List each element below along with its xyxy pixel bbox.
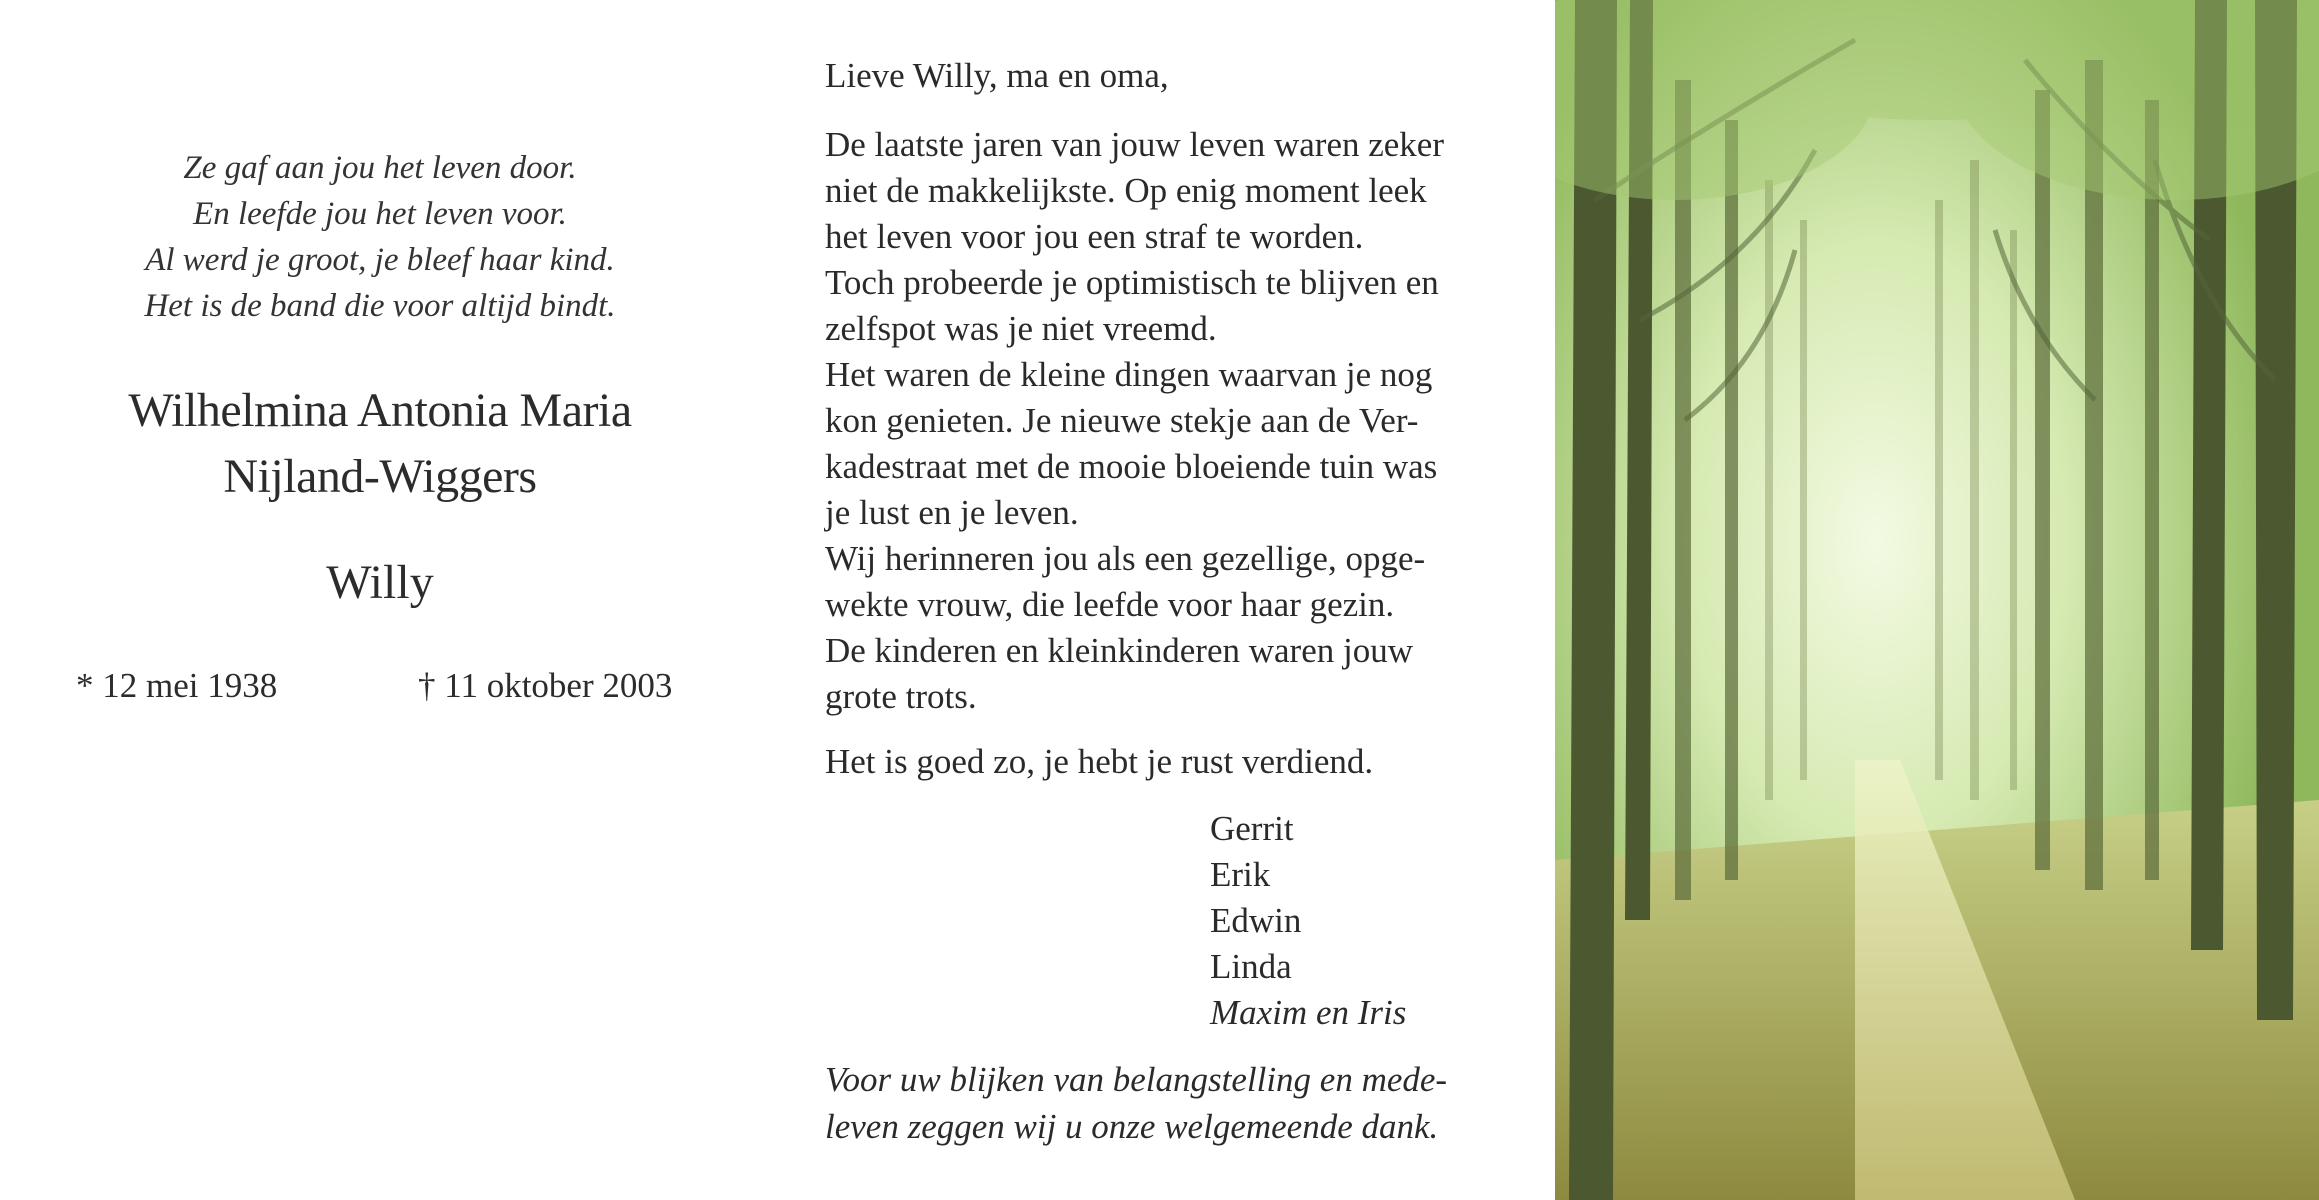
family-member: Gerrit	[1210, 809, 1294, 848]
thanks-line: Voor uw blijken van belangstelling en mede-	[825, 1060, 1448, 1099]
forest-illustration	[1555, 0, 2319, 1200]
letter-line: het leven voor jou een straf te worden.	[825, 217, 1364, 256]
grandchildren: Maxim en Iris	[1210, 993, 1407, 1032]
family-member: Erik	[1210, 855, 1271, 894]
letter-line: Het waren de kleine dingen waarvan je nog	[825, 355, 1433, 394]
salutation: Lieve Willy, ma en oma,	[825, 56, 1169, 95]
letter-body	[825, 122, 1525, 720]
birth-date: * 12 mei 1938	[76, 666, 278, 705]
death-date: † 11 oktober 2003	[418, 666, 673, 705]
letter-line: kadestraat met de mooie bloeiende tuin was	[825, 447, 1438, 486]
forest-path-photo	[1555, 0, 2319, 1200]
letter-line: niet de makkelijkste. Op enig moment leek	[825, 171, 1427, 210]
letter-line: kon genieten. Je nieuwe stekje aan de Ver-	[825, 401, 1419, 440]
letter-line: grote trots.	[825, 677, 977, 716]
letter-line: Wij herinneren jou als een gezellige, opge-	[825, 539, 1426, 578]
letter-line: De laatste jaren van jouw leven waren zeker	[825, 125, 1444, 164]
letter-line: wekte vrouw, die leefde voor haar gezin.	[825, 585, 1395, 624]
poem-line: Al werd je groot, je bleef haar kind.	[145, 242, 615, 278]
family-member: Edwin	[1210, 901, 1302, 940]
letter-line: zelfspot was je niet vreemd.	[825, 309, 1217, 348]
poem	[0, 145, 760, 329]
left-panel	[0, 0, 770, 1200]
thanks-note	[825, 1056, 1447, 1150]
poem-line: Het is de band die voor altijd bindt.	[144, 288, 616, 324]
poem-line: En leefde jou het leven voor.	[193, 196, 567, 232]
family-member: Linda	[1210, 947, 1292, 986]
deceased-full-name	[0, 378, 760, 510]
middle-panel	[770, 0, 1555, 1200]
closing-line: Het is goed zo, je hebt je rust verdiend.	[825, 742, 1374, 781]
poem-line: Ze gaf aan jou het leven door.	[183, 150, 577, 186]
family-signatures	[1210, 806, 1406, 1036]
letter-line: Toch probeerde je optimistisch te blijven en	[825, 263, 1439, 302]
nickname: Willy	[326, 556, 434, 609]
letter-line: De kinderen en kleinkinderen waren jouw	[825, 631, 1413, 670]
letter-line: je lust en je leven.	[825, 493, 1079, 532]
given-names: Wilhelmina Antonia Maria	[128, 384, 632, 437]
surname: Nijland-Wiggers	[223, 450, 537, 503]
thanks-line: leven zeggen wij u onze welgemeende dank.	[825, 1107, 1439, 1146]
